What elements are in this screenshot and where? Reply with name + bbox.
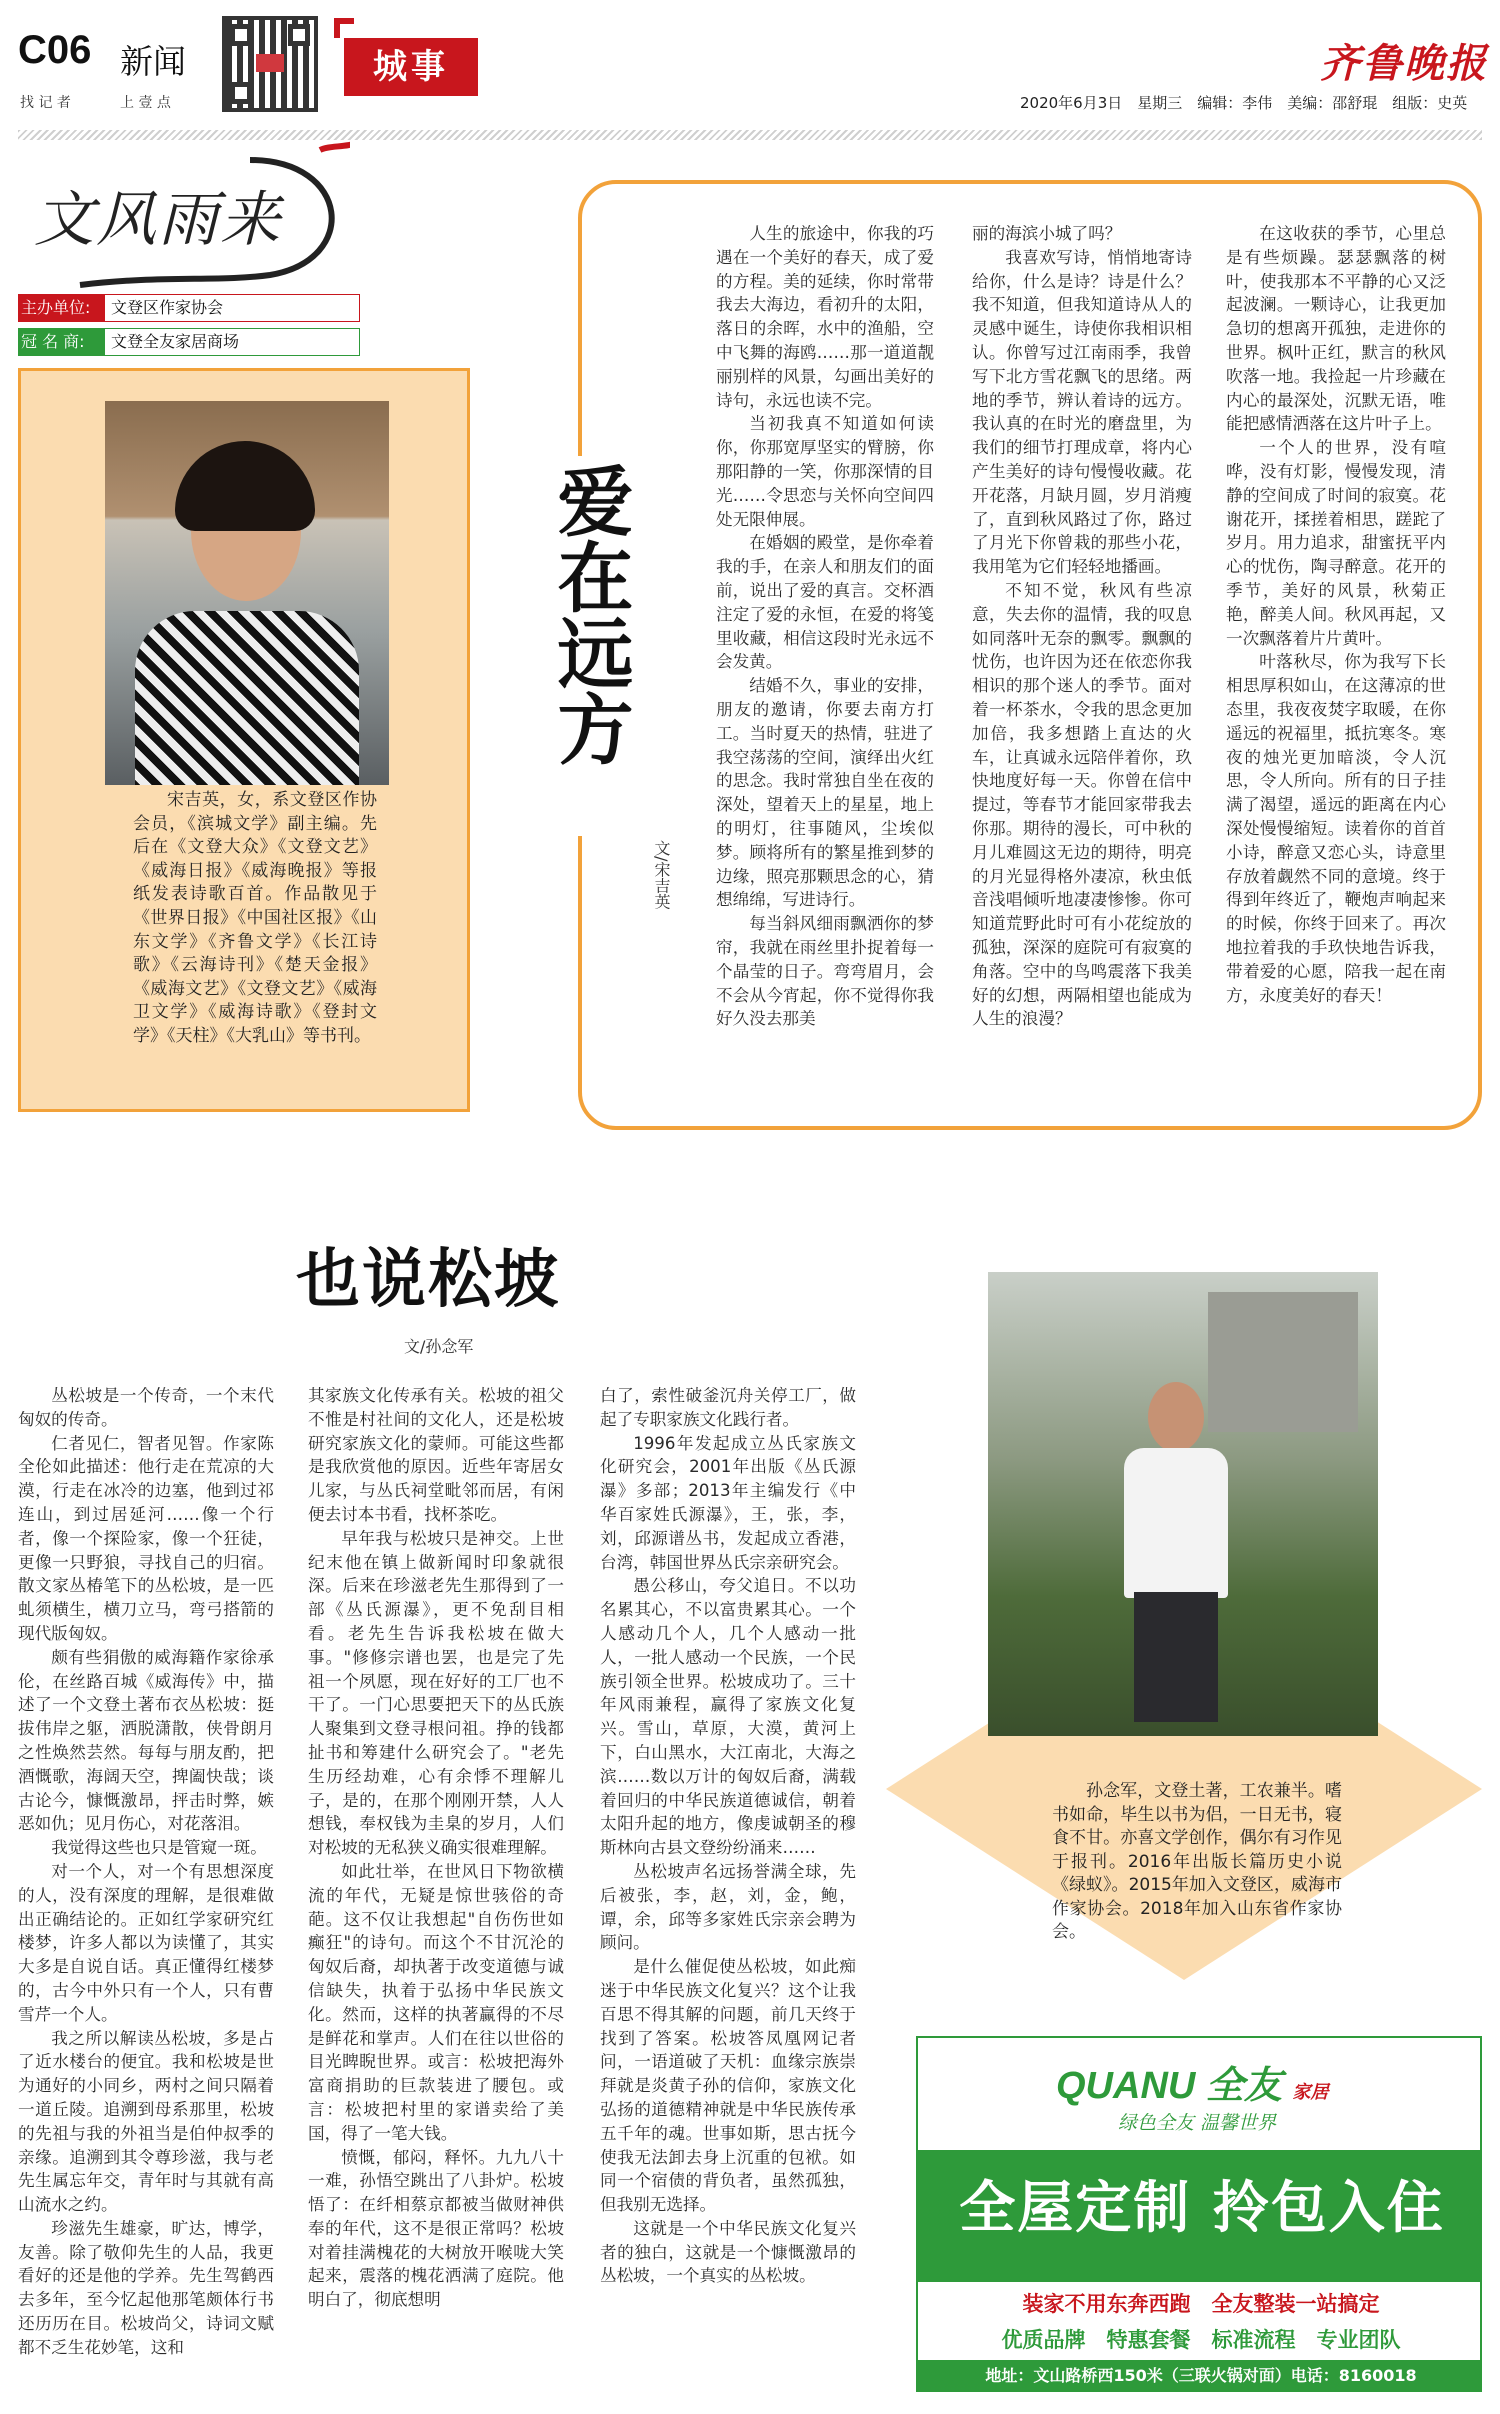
column-logo: 文风雨来	[34, 185, 282, 255]
article1-paragraph: 一个人的世界，没有喧哗，没有灯影，慢慢发现，清静的空间成了时间的寂寞。花谢花开，揉搓着相思，蹉跎了岁月。用力追求，甜蜜抚平内心的忧伤，陶寻醉意。花开的季节，美好的风景，秋菊正艳，醉美人间。秋风再起，又一次飘落着片片黄叶。	[1226, 438, 1446, 648]
tagline-right: 上 壹 点	[120, 95, 171, 111]
article2-paragraph: 1996年发起成立丛氏家族文化研究会，2001年出版《丛氏源瀑》多部；2013年主编发行《中华百家姓氏源瀑》，王，张，李，刘，邱源谱丛书，发起成立香港，台湾，韩国世界丛氏宗亲研究会。	[600, 1433, 856, 1572]
article1-paragraph: 丽的海滨小城了吗？	[972, 224, 1122, 243]
article2-paragraph: 珍滋先生雄豪，旷达，博学，友善。除了敬仰先生的人品，我更看好的还是他的学养。先生驾鹤西去多年，至今忆起他那笔颇体行书还历历在目。松坡尚父，诗词文赋都不乏生花妙笔，这和	[18, 2218, 274, 2357]
article2-paragraph: 早年我与松坡只是神交。上世纪末他在镇上做新闻时印象就很深。后来在珍滋老先生那得到了一部《丛氏源瀑》，更不免刮目相看。老先生告诉我松坡在做大事。"修修宗谱也罢，也是完了先祖一个夙愿，现在好好的工厂也不干了。一门心思要把天下的丛氏族人聚集到文登寻根问祖。挣的钱都扯书和筹建什么研究会了。"老先生历经劫难，心有余悸不理解儿子，是的，在那个刚刚开禁，人人想钱，奉权钱为圭臬的岁月，人们对松坡的无私狭义确实很难理解。	[308, 1528, 564, 1858]
category-badge: 城事	[344, 38, 478, 96]
host-value: 文登区作家协会	[111, 298, 224, 317]
ad-address: 地址：文山路桥西150米（三联火锅对面）电话：8160018	[918, 2360, 1482, 2392]
author2-photo	[988, 1272, 1378, 1736]
masthead-logo: 齐鲁晚报	[1320, 40, 1488, 87]
ad-brand-en: QUANU	[1056, 2065, 1196, 2107]
ad-brand-cn: 全友	[1205, 2065, 1282, 2107]
article2-paragraph: 其家族文化传承有关。松坡的祖父不惟是村社间的文化人，还是松坡研究家族文化的蒙师。可能这些都是我欣赏他的原因。近些年寄居女儿家，与丛氏祠堂毗邻而居，有闲便去讨本书看，找杯茶吃。	[308, 1386, 564, 1524]
article2-paragraph: 对一个人，对一个有思想深度的人，没有深度的理解，是很难做出正确结论的。正如红学家研究红楼梦，许多人都以为读懂了，其实大多是自说自话。真正懂得红楼梦的，古今中外只有一个人，只有曹雪芹一个人。	[18, 1861, 274, 2024]
ad-line1: 装家不用东奔西跑 全友整装一站搞定	[1022, 2292, 1380, 2316]
article2-paragraph: 愤慨，郁闷，释怀。九九八十一难，孙悟空跳出了八卦炉。松坡悟了：在纤相蔡京都被当做财神供奉的年代，这不是很正常吗？松坡对着挂满槐花的大树放开喉咙大笑起来，震落的槐花洒满了庭院。他明白了，彻底想明	[308, 2147, 564, 2310]
a1c1-list	[716, 222, 934, 1031]
author1-photo	[105, 401, 389, 785]
article1-byline: 文/宋吉英	[652, 840, 671, 910]
article2-col-1	[18, 1384, 274, 2394]
ad-headline: 全屋定制 拎包入住	[959, 2176, 1445, 2241]
column-logo-swash	[20, 140, 350, 290]
article2-paragraph: 白了，索性破釜沉舟关停工厂，做起了专职家族文化践行者。	[600, 1386, 856, 1429]
article2-paragraph: 丛松坡声名远扬誉满全球，先后被张，李，赵，刘，金，鲍，谭，余，邱等多家姓氏宗亲会聘为顾问。	[600, 1861, 856, 1953]
article2-title: 也说松坡	[296, 1242, 560, 1317]
host-label: 主办单位:	[19, 295, 105, 321]
article2-paragraph: 是什么催促使丛松坡，如此痴迷于中华民族文化复兴？这个让我百思不得其解的问题，前几天终于找到了答案。松坡答凤凰网记者问，一语道破了天机：血缘宗族崇拜就是炎黄子孙的信仰，家族文化弘扬的道德精神就是中华民族传承五千年的魂。世事如斯，思古抚今使我无法卸去身上沉重的包袱。如同一个宿债的背负者，虽然孤独，但我别无选择。	[600, 1957, 856, 2215]
category-corner	[334, 18, 354, 38]
author1-bio: 宋吉英，女，系文登区作协会员，《滨城文学》副主编。先后在《文登大众》《文登文艺》《威海日报》《威海晚报》等报纸发表诗歌百首。作品散见于《世界日报》《中国社区报》《山东文学》《齐鲁文学》《长江诗歌》《云海诗刊》《楚天金报》《威海文艺》《文登文艺》《威海卫文学》《威海诗歌》《登封文学》《天柱》《大乳山》等书刊。	[133, 790, 377, 1046]
tagline-left: 找 记 者	[20, 95, 71, 111]
article2-paragraph: 我之所以解读丛松坡，多是占了近水楼台的便宜。我和松坡是世为通好的小同乡，两村之间只隔着一道丘陵。追溯到母系那里，松坡的先祖与我的外祖当是伯仲叔季的亲缘。追溯到其令尊珍滋，我与老先生属忘年交，青年时与其就有高山流水之约。	[18, 2028, 274, 2215]
article1-paragraph: 在这收获的季节，心里总是有些烦躁。瑟瑟飘落的树叶，使我那本不平静的心又泛起波澜。一颗诗心，让我更加急切的想离开孤独，走进你的世界。枫叶正红，默言的秋风吹落一地。我捡起一片珍藏在内心的最深处，沉默无语，唯能把感情洒落在这片叶子上。	[1226, 224, 1446, 434]
article1-paragraph: 结婚不久，事业的安排，朋友的邀请，你要去南方打工。当时夏天的热情，驻进了我空荡荡的空间，演绎出火红的思念。我时常独自坐在夜的深处，望着天上的星星，地上的明灯，往事随风，尘埃似梦。顾将所有的繁星推到梦的边缘，照亮那颗思念的心，猜想绵绵，写进诗行。	[716, 676, 934, 910]
sponsor-row	[18, 328, 360, 356]
article1-paragraph: 我喜欢写诗，悄悄地寄诗给你，什么是诗？诗是什么？我不知道，但我知道诗从人的灵感中诞生，诗使你我相识相认。你曾写过江南雨季，我曾写下北方雪花飘飞的思绪。两地的季节，辨认着诗的远方。我认真的在时光的磨盘里，为我们的细节打理成章，将内心产生美好的诗句慢慢收藏。花开花落，月缺月圆，岁月消瘦了，直到秋风路过了你，路过了月光下你曾栽的那些小花，我用笔为它们轻轻地播画。	[972, 247, 1192, 577]
article1-title: 爱在远方	[545, 462, 634, 766]
page-number: C06	[18, 28, 92, 72]
ad-brand-suffix: 家居	[1292, 2082, 1329, 2102]
article1-paragraph: 每当斜风细雨飘洒你的梦帘，我就在雨丝里扑捉着每一个晶莹的日子。弯弯眉月，会不会从今宵起，你不觉得你我好久没去那美	[716, 914, 934, 1029]
article1-paragraph: 人生的旅途中，你我的巧遇在一个美好的春天，成了爱的方程。美的延续，你时常带我去大海边，看初升的太阳，落日的余晖，水中的渔船，空中飞舞的海鸥……那一道道靓丽别样的风景，勾画出美好的诗句，永远也读不完。	[716, 224, 934, 410]
ad-slogan: 绿色全友 温馨世界	[1118, 2112, 1277, 2134]
header-rule	[18, 130, 1482, 140]
article2-paragraph: 颇有些狷傲的威海籍作家徐承伦，在丝路百城《威海传》中，描述了一个文登土著布衣丛松坡：挺拔伟岸之躯，洒脱潇散，侠骨朗月之性焕然芸然。每每与朋友酌，把酒慨歌，海阔天空，捭阖快哉；谈古论今，慷慨激昂，抨击时弊，嫉恶如仇；见月伤心，对花落泪。	[18, 1647, 274, 1834]
article1-paragraph: 当初我真不知道如何读你，你那宽厚坚实的臂膀，你那阳静的一笑，你那深情的目光……令思恋与关怀向空间四处无限伸展。	[716, 414, 934, 529]
sponsor-value: 文登全友家居商场	[111, 332, 240, 351]
article1-col-1	[716, 222, 934, 1092]
ad-brand	[1056, 2054, 1328, 2109]
qr-code-icon	[222, 16, 318, 112]
article2-paragraph: 仁者见仁，智者见智。作家陈全伦如此描述：他行走在荒凉的大漠，行走在冰冷的边塞，他到过祁连山，到过居延河……像一个行者，像一个探险家，像一个狂徒，更像一只野狼，寻找自己的归宿。散文家丛椿笔下的丛松坡，是一匹虬须横生，横刀立马，弯弓搭箭的现代版匈奴。	[18, 1433, 274, 1643]
article2-byline: 文/孙念军	[404, 1337, 474, 1356]
ad-box	[916, 2036, 1482, 2392]
host-row	[18, 294, 360, 322]
article2-paragraph: 如此壮举，在世风日下物欲横流的年代，无疑是惊世骇俗的奇葩。这不仅让我想起"自伤伤世如癫狂"的诗句。而这个不甘沉沦的匈奴后裔，却执著于改变道德与诚信缺失，执着于弘扬中华民族文化。然而，这样的执著赢得的不尽是鲜花和掌声。人们在往以世俗的目光睥睨世界。或言：松坡把海外富商捐助的巨款装进了腰包。或言：松坡把村里的家谱卖给了美国，得了一笔大钱。	[308, 1861, 564, 2143]
author2-bio: 孙念军，文登土著，工农兼半。嗜书如命，毕生以书为侣，一日无书，寝食不甘。亦喜文学创作，偶尔有习作见于报刊。2016年出版长篇历史小说《绿蚁》。2015年加入文登区，威海市作家协会。2018年加入山东省作家协会。	[1052, 1781, 1342, 1942]
article2-paragraph: 愚公移山，夸父追日。不以功名累其心，不以富贵累其心。一个人感动几个人，几个人感动一批人，一批人感动一个民族，一个民族引领全世界。松坡成功了。三十年风雨兼程，赢得了家族文化复兴。雪山，草原，大漠，黄河上下，白山黑水，大江南北，大海之滨……数以万计的匈奴后裔，满载着回归的中华民族道德诚信，朝着太阳升起的地方，像虔诚朝圣的穆斯林向古县文登纷纷涌来……	[600, 1576, 856, 1858]
author1-box	[18, 368, 470, 1112]
article2-col-2	[308, 1384, 564, 2394]
article1-paragraph: 叶落秋尽，你为我写下长相思厚积如山，在这薄凉的世态里，我夜夜焚字取暖，在你遥远的祝福里，抵抗寒冬。寒夜的烛光更加暗淡，令人沉思，令人所向。所有的日子挂满了渴望，遥远的距离在内心深处慢慢缩短。读着你的首首小诗，醉意又恋心头，诗意里存放着觑然不同的意境。终于得到年终近了，鞭炮声响起来的时候，你终于回来了。再次地拉着我的手玖快地告诉我，带着爱的心愿，陪我一起在南方，永度美好的春天！	[1226, 652, 1446, 1005]
article2-paragraph: 这就是一个中华民族文化复兴者的独白，这就是一个慷慨激昂的丛松坡，一个真实的丛松坡。	[600, 2218, 856, 2286]
article1-paragraph: 不知不觉，秋风有些凉意，失去你的温情，我的叹息如同落叶无奈的飘零。飘飘的忧伤，也许因为还在依恋你我相识的那个迷人的季节。面对着一杯茶水，令我的思念更加加倍，我多想踏上直达的火车，让真诚永远陪伴着你，玖快地度好每一天。你曾在信中提过，等春节才能回家带我去你那。期待的漫长，可中秋的月儿难圆这无边的期待，明亮的月光显得格外凄凉，秋虫低音浅唱倾听地凄凄惨惨。你可知道荒野此时可有小花绽放的孤独，深深的庭院可有寂寞的角落。空中的鸟鸣震落下我美好的幻想，两隔相望也能成为人生的浪漫？	[972, 580, 1192, 1029]
article2-col-3	[600, 1384, 856, 2394]
sponsor-label: 冠 名 商:	[19, 329, 105, 355]
article1-paragraph: 在婚姻的殿堂，是你牵着我的手，在亲人和朋友们的面前，说出了爱的真言。交杯酒注定了爱的永恒，在爱的将笺里收藏，相信这段时光永远不会发黄。	[716, 533, 934, 672]
date-editor-line: 2020年6月3日 星期三 编辑：李伟 美编：邵舒琨 组版：史英	[1020, 94, 1468, 112]
article2-paragraph: 丛松坡是一个传奇，一个末代匈奴的传奇。	[18, 1386, 274, 1429]
article2-paragraph: 我觉得这些也只是管窥一斑。	[51, 1838, 267, 1858]
section-name: 新闻	[120, 42, 186, 81]
ad-line2: 优质品牌 特惠套餐 标准流程 专业团队	[1001, 2328, 1401, 2352]
article1-col-2	[972, 222, 1192, 1092]
article1-col-3	[1226, 222, 1446, 1092]
